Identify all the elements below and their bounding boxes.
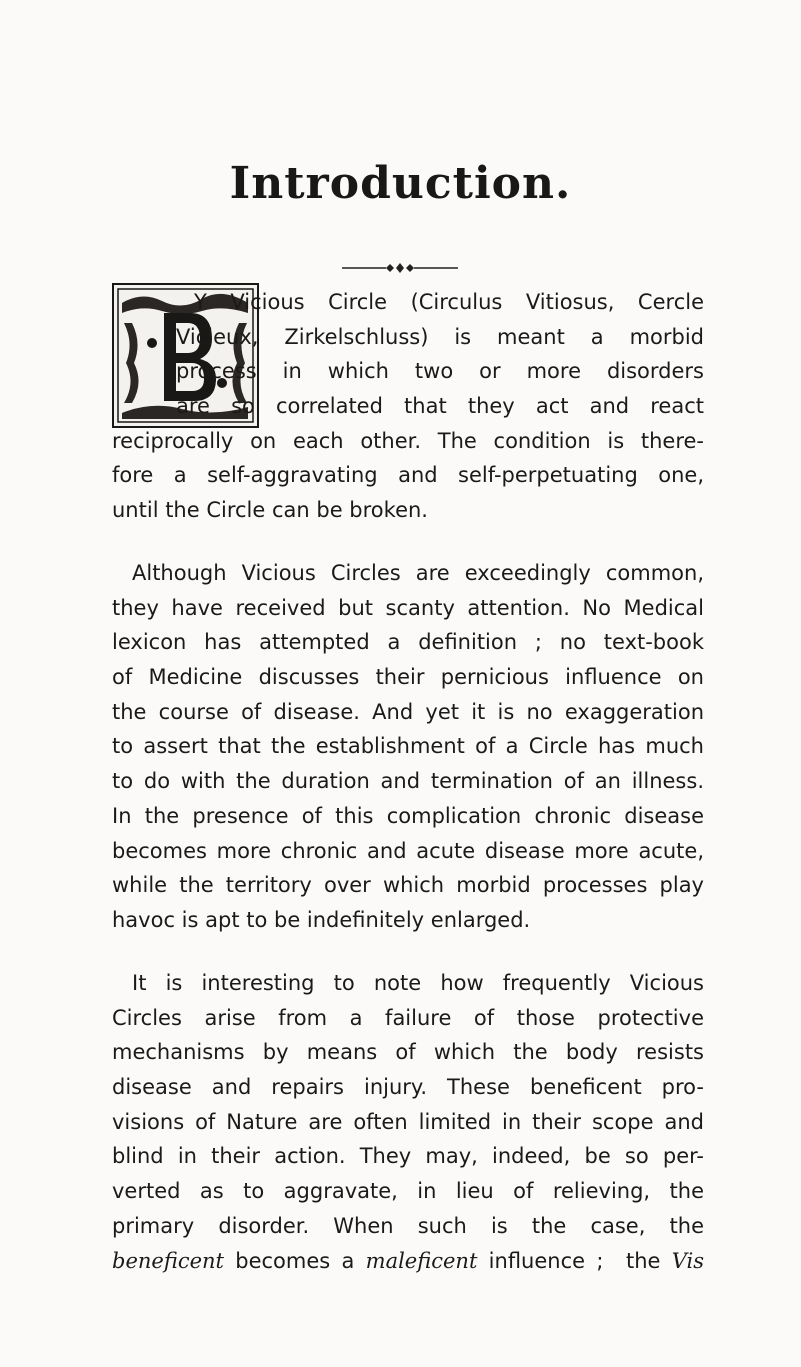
paragraph-3 — [112, 966, 704, 1278]
italic-word: Vis — [671, 1248, 705, 1273]
text-line: In the presence of this complication chronic disease — [112, 803, 704, 828]
text-line: blind in their action. They may, indeed, be so per- — [112, 1144, 704, 1169]
text-line: of Medicine discusses their pernicious influence on — [112, 665, 704, 690]
text-line: process in which two or more disorders — [176, 359, 704, 384]
text-segment: becomes a — [223, 1248, 366, 1273]
text-line: visions of Nature are often limited in their scope and — [112, 1109, 704, 1134]
italic-word: maleficent — [365, 1248, 478, 1273]
text-line: Circles arise from a failure of those protective — [112, 1005, 704, 1030]
text-line: to assert that the establishment of a Circle has much — [112, 734, 704, 759]
ornamental-divider-icon — [342, 262, 458, 274]
text-line: primary disorder. When such is the case, the — [112, 1213, 704, 1238]
text-line: Vicieux, Zirkelschluss) is meant a morbid — [176, 324, 704, 349]
text-line: while the territory over which morbid processes play — [112, 873, 704, 898]
text-line: until the Circle can be broken. — [112, 498, 428, 523]
paragraph-1 — [112, 285, 704, 528]
text-segment: influence ; the — [477, 1248, 672, 1273]
text-line: disease and repairs injury. These beneficent pro- — [112, 1075, 704, 1100]
text-line: mechanisms by means of which the body resists — [112, 1040, 704, 1065]
text-line: Although Vicious Circles are exceedingly common, — [132, 561, 704, 585]
text-line: lexicon has attempted a definition ; no text-book — [112, 630, 704, 655]
text-line: Y Vicious Circle (Circulus Vitiosus, Cercle — [194, 290, 704, 314]
text-line: fore a self-aggravating and self-perpetuating one, — [112, 463, 704, 488]
text-line: verted as to aggravate, in lieu of relieving, the — [112, 1179, 704, 1204]
text-line: reciprocally on each other. The condition is there- — [112, 428, 704, 453]
paragraph-2 — [112, 556, 704, 938]
text-line: to do with the duration and termination of an illness. — [112, 769, 704, 794]
text-line: the course of disease. And yet it is no exaggeration — [112, 699, 704, 724]
text-line: havoc is apt to be indefinitely enlarged. — [112, 907, 531, 932]
text-line-last — [112, 1244, 704, 1279]
text-line: It is interesting to note how frequently Vicious — [132, 971, 704, 995]
text-line: they have received but scanty attention. No Medical — [112, 595, 704, 620]
text-line: are so correlated that they act and react — [176, 394, 704, 419]
italic-word: beneficent — [112, 1248, 224, 1273]
text-line: becomes more chronic and acute disease more acute, — [112, 838, 704, 863]
chapter-title: Introduction. — [229, 158, 572, 209]
